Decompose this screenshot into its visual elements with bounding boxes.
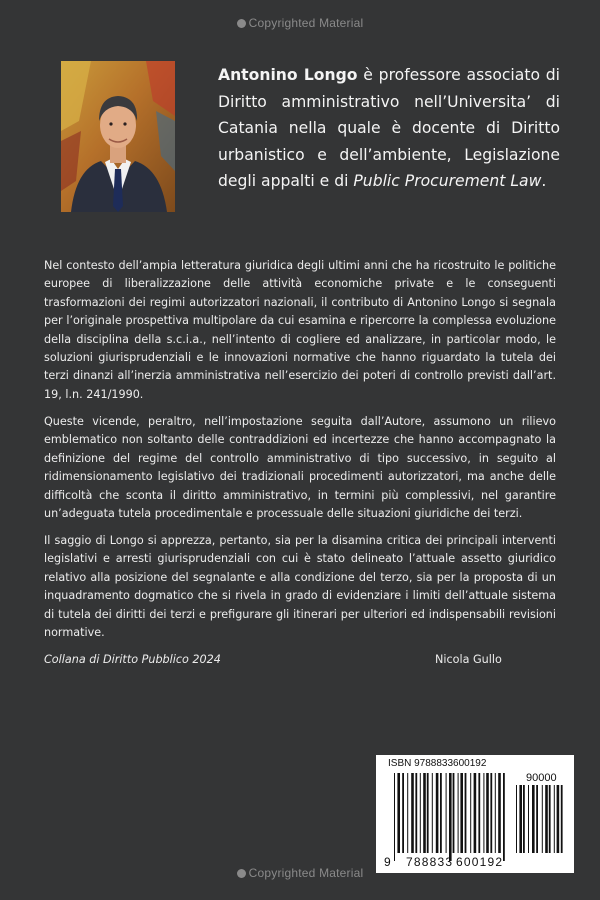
barcode-bar [545,785,548,853]
barcode-bar [394,773,395,861]
blurb-paragraph-1: Nel contesto dell’ampia letteratura giuridica degli ultimi anni che ha ricostruito le politiche europee di liberalizzazione delle attività economiche private e le conseguenti trasformazioni dei regimi autorizzatori nazionali, il contributo di Antonino Longo si segnala per l’originale prospettiva multipolare da cui esamina e ripercorre la complessa evoluzione della disciplina della s.c.i.a., nell’intento di cogliere ed analizzare, in particolar modo, le soluzioni giurisprudenziali e le innovazioni normative che hanno riguardato la tutela dei terzi dinanzi all’inerzia amministrativa nell’esercizio dei poteri di controllo previsti dall’art. 19, l.n. 241/1990. [44,259,556,401]
series-name: Collana di Diritto Pubblico 2024 [44,653,221,666]
copyright-watermark-top: Copyrighted Material [0,16,600,30]
barcode-digit-first: 9 [384,855,391,869]
barcode-bar [498,773,501,853]
main-barcode-bars [394,773,505,861]
barcode-bar [415,773,417,853]
blurb-paragraph-2: Queste vicende, peraltro, nell’impostazione seguita dall’Autore, assumono un rilievo emblematico non soltanto delle contraddizioni ed incertezze che hanno accompagnato la definizione del regime del controllo amministrativo di tipo successivo, in seguito al ridimensionamento legislativo dei tradizionali procedimenti autorizzatori, ma anche delle difficoltà che sconta il diritto amministrativo, in termini più complessivi, nel garantire un’adeguata tutela procedimentale e processuale delle situazioni giuridiche dei terzi. [44,415,556,521]
barcode-bar [427,773,429,853]
barcode-bar [483,773,484,853]
author-portrait-image [61,61,175,212]
barcode-bar [440,773,442,853]
barcode-bar [523,785,525,853]
barcode-bar [486,773,489,853]
barcode-bar [402,773,404,853]
barcode-digits-left: 788833 [406,855,454,869]
barcode-bar [470,773,471,853]
barcode-bar [528,785,529,853]
barcode-bar [397,773,400,853]
barcode-bar [532,785,535,853]
barcode-bar [478,773,480,853]
copyright-icon [237,19,246,28]
copyright-icon [237,869,246,878]
barcode-bar [474,773,477,853]
blurb-paragraph-3: Il saggio di Longo si apprezza, pertanto, sia per la disamina critica dei principali interventi legislativi e arresti giurisprudenziali con cui è stato delineato l’attuale assetto giuridico relativo alla posizione del segnalante e alla condizione del terzo, sia per la proposta di un inquadramento dogmatico che si rivela in grado di evidenziare i limiti dell’attuale sistema di tutela dei diritti dei terzi e prefigurare gli itinerari per ulteriori ed indispensabili revisioni normative. [44,534,556,640]
addon-barcode-bars [516,785,563,853]
barcode-bar [490,773,492,853]
signature: Nicola Gullo [435,653,502,666]
barcode-bar [423,773,426,853]
author-bio-end: . [541,172,547,190]
author-name: Antonino Longo [218,66,358,84]
barcode-bar [561,785,563,853]
isbn-barcode [376,755,574,873]
barcode-bar [549,785,551,853]
barcode-bar [458,773,459,853]
barcode-bar [557,785,560,853]
barcode-bar [519,785,522,853]
barcode-bar [465,773,467,853]
barcode-bar [495,773,496,853]
barcode-bar [449,773,452,861]
barcode-bar [453,773,455,853]
isbn-label: ISBN 9788833600192 [388,758,487,769]
barcode-bar [436,773,439,853]
author-bio-text: è professore associato di Diritto amministrativo nell’Universita’ di Catania nella quale è docente di Diritto urbanistico e dell’ambiente, Legislazione degli appalti e di [218,66,561,190]
barcode-bar [460,773,463,853]
barcode-bar [411,773,414,853]
barcode-bar [432,773,433,853]
barcode-bar [503,773,505,861]
barcode-digits-right: 600192 [456,855,504,869]
copyright-watermark-bottom: Copyrighted Material [0,866,600,880]
barcode-bar [536,785,538,853]
barcode-bar [420,773,421,853]
barcode-bar [407,773,408,853]
barcode-bar [554,785,555,853]
author-portrait [61,61,175,212]
author-bio-italic: Public Procurement Law [353,172,542,190]
barcode-bar [542,785,543,853]
addon-digits: 90000 [526,772,557,784]
barcode-graphic [376,755,574,873]
author-bio [218,62,560,195]
barcode-bar [446,773,447,853]
barcode-bar [516,785,517,853]
